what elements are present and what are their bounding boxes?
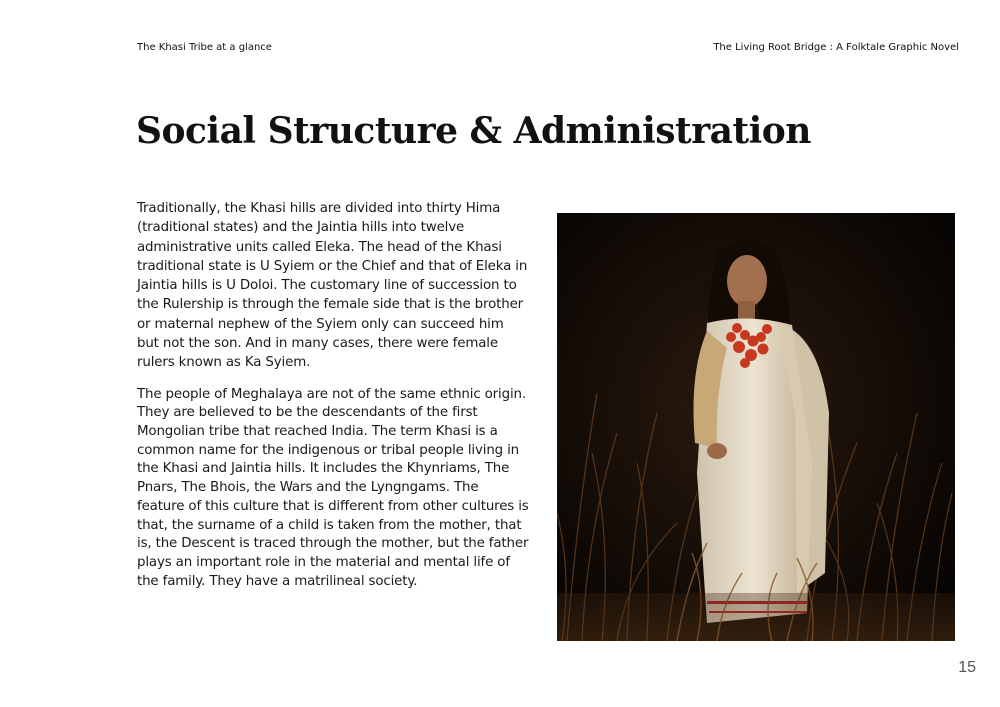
page-title: Social Structure & Administration [136, 110, 811, 152]
body-text-column [137, 199, 529, 604]
photo-illustration [557, 213, 955, 641]
photo-khasi-woman [557, 213, 955, 641]
paragraph-ethnic-origin: The people of Meghalaya are not of the same ethnic origin. They are believed to be the descendants of the first Mongolian tribe that reached India. The term Khasi is a common name for the indigenous or tribal people living in the Khasi and Jaintia hills. It includes the Khynriams, The Pnars, The Bhois, the Wars and the Lyngngams. The feature of this culture that is different from other cultures is that, the surname of a child is taken from the mother, that is, the Descent is traced through the mother, but the father plays an important role in the material and mental life of the family. They have a matrilineal society. [137, 386, 529, 589]
running-header-left: The Khasi Tribe at a glance [137, 42, 272, 53]
running-header-right: The Living Root Bridge : A Folktale Graphic Novel [713, 42, 959, 53]
face [727, 255, 767, 307]
paragraph-administration: Traditionally, the Khasi hills are divided into thirty Hima (traditional states) and the Jaintia hills into twelve administrative units called Eleka. The head of the Khasi traditional state is U Syiem or the Chief and that of Eleka in Jaintia hills is U Doloi. The customary line of succession to the Rulership is through the female side that is the brother or maternal nephew of the Syiem only can succeed him but not the son. And in many cases, there were female rulers known as Ka Syiem. [137, 201, 528, 371]
page-number: 15 [958, 659, 976, 676]
